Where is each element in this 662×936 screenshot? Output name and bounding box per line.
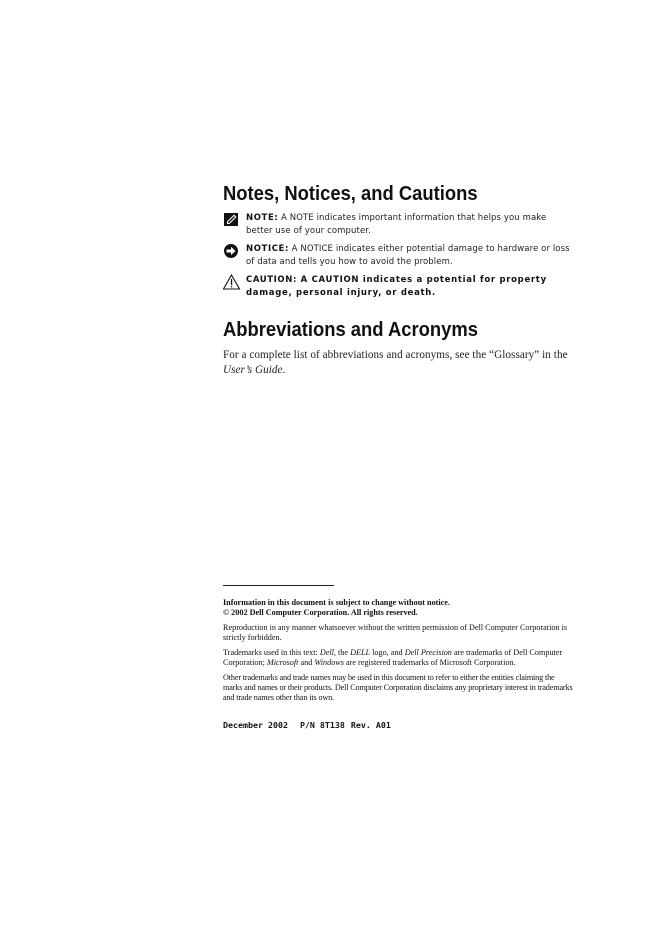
- tm-dell-logo: DELL: [350, 648, 371, 657]
- change-notice: Information in this document is subject to change without notice.: [223, 598, 450, 607]
- abbreviations-paragraph: [223, 348, 573, 377]
- tm-dell: Dell: [319, 648, 334, 657]
- caution-block: [223, 274, 573, 300]
- notice-text: A NOTICE indicates either potential damage to hardware or loss of data and tells you how to avoid the problem.: [246, 244, 570, 267]
- pencil-note-icon: [223, 212, 241, 228]
- section-title-notes: Notes, Notices, and Cautions: [223, 183, 478, 205]
- note-label: NOTE:: [246, 213, 279, 223]
- document-footer: [223, 720, 391, 731]
- other-trademarks-notice: Other trademarks and trade names may be used in this document to refer to either the entities claiming the marks and names or their products. Dell Computer Corporation disclaims any proprietary interest in trademarks and trade names other than its own.: [223, 673, 573, 702]
- caution-label: CAUTION:: [246, 275, 297, 285]
- footer-part-number: P/N 8T138: [299, 720, 345, 730]
- abbrev-text: For a complete list of abbreviations and acronyms, see the “Glossary” in the: [223, 349, 568, 361]
- footer-date: December 2002: [223, 720, 288, 730]
- tm-dell-precision: Dell Precision: [404, 648, 452, 657]
- arrow-circle-icon: [223, 243, 241, 259]
- warning-triangle-icon: [223, 274, 241, 290]
- tm-text-5: and: [298, 658, 315, 667]
- notice-label: NOTICE:: [246, 244, 289, 254]
- note-block: [223, 212, 573, 238]
- copyright-line: © 2002 Dell Computer Corporation. All rights reserved.: [223, 608, 418, 617]
- tm-text-6: are registered trademarks of Microsoft Corporation.: [343, 658, 516, 667]
- caution-text: A CAUTION indicates a potential for property damage, personal injury, or death.: [246, 275, 547, 298]
- guide-title: User’s Guide: [223, 363, 283, 376]
- section-title-abbreviations: Abbreviations and Acronyms: [223, 319, 478, 341]
- tm-windows: Windows: [314, 658, 344, 667]
- trademarks-notice: [223, 648, 573, 668]
- tm-text-3: logo, and: [370, 648, 405, 657]
- footer-revision: Rev. A01: [350, 720, 391, 730]
- legal-notice-bold: [223, 598, 573, 618]
- note-text: A NOTE indicates important information that helps you make better use of your computer.: [246, 213, 547, 236]
- tm-text-4: are trademarks of Dell Computer Corporation;: [223, 648, 563, 667]
- abbrev-period: .: [282, 363, 286, 376]
- notice-block: [223, 243, 573, 269]
- tm-microsoft: Microsoft: [266, 658, 299, 667]
- tm-text-2: , the: [333, 648, 351, 657]
- reproduction-notice: Reproduction in any manner whatsoever without the written permission of Dell Computer Corporation is strictly forbidden.: [223, 623, 568, 642]
- tm-text-1: Trademarks used in this text:: [223, 648, 320, 657]
- footnote-divider: [223, 585, 334, 586]
